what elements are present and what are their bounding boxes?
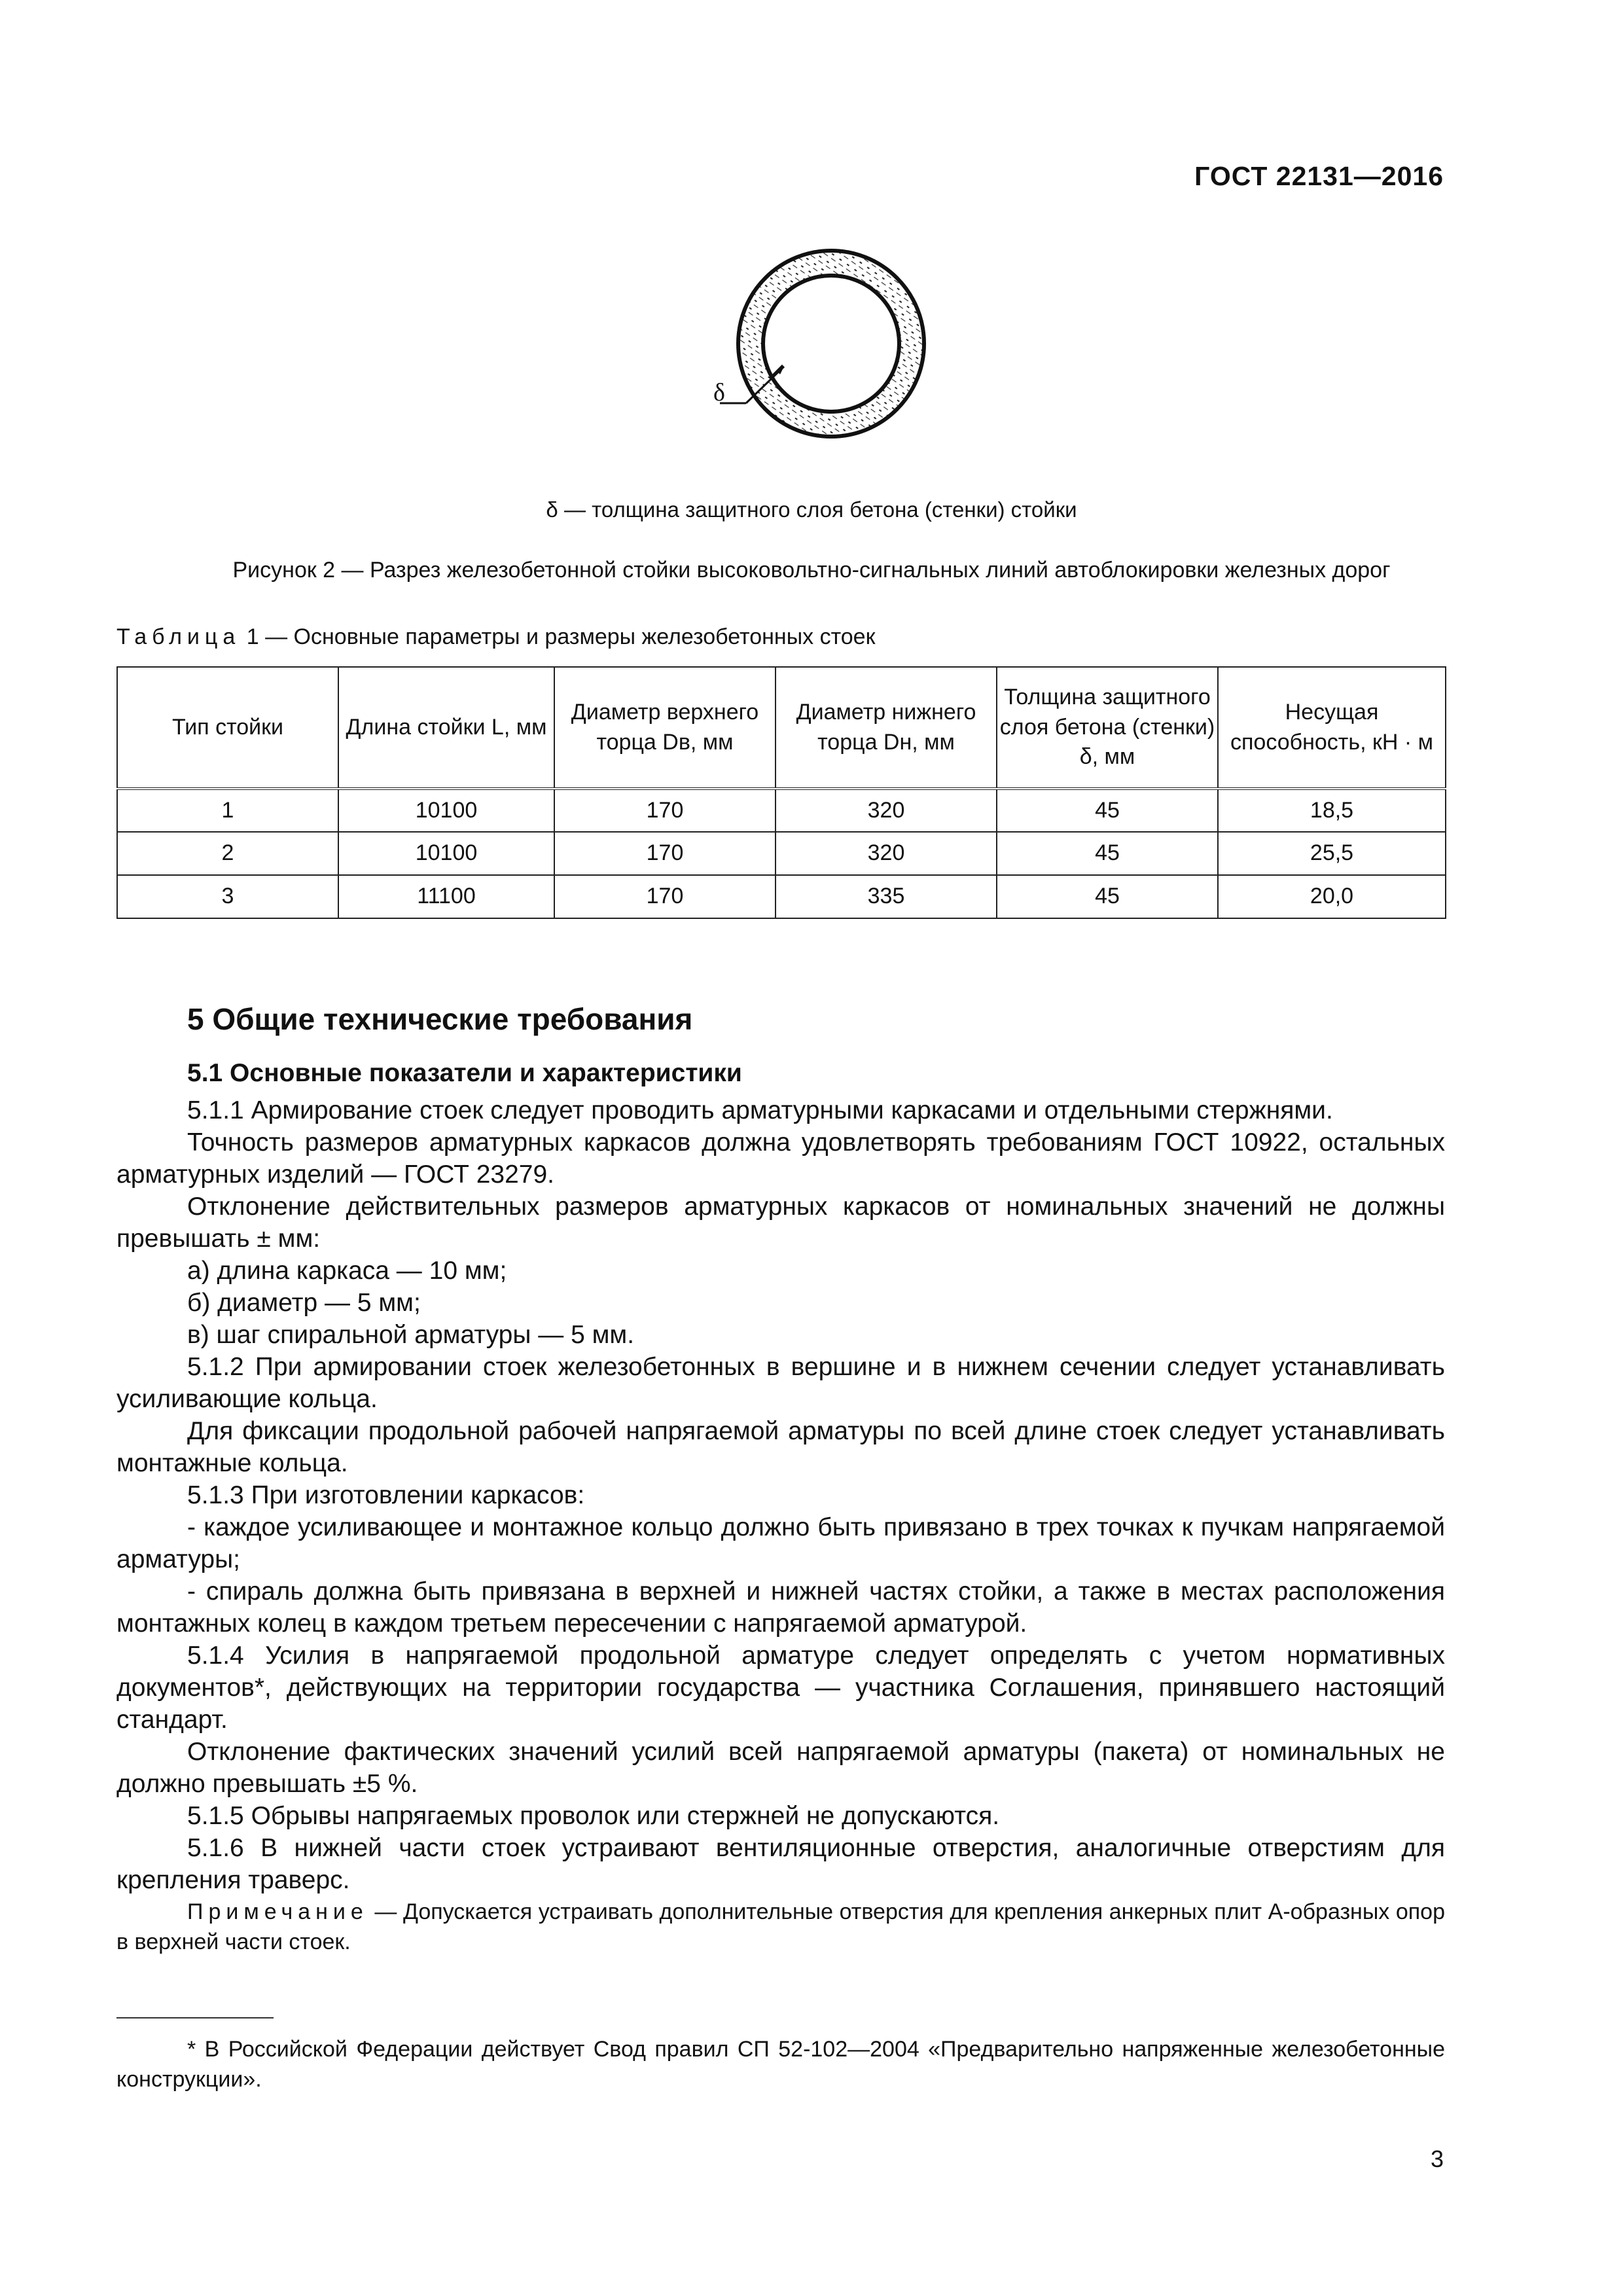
paragraph: 5.1.5 Обрывы напрягаемых проволок или стержней не допускаются. [187,1802,1000,1830]
subsection-title: 5.1 Основные показатели и характеристики [187,1059,742,1087]
footnote: * В Российской Федерации действует Свод правил СП 52-102—2004 «Предварительно напряженные железобетонные конструкции». [116,2037,1445,2092]
note-label: Примечание [187,1899,368,1924]
table-cell: 170 [554,789,776,832]
figure-legend: δ — толщина защитного слоя бетона (стенки) стойки [546,497,1077,522]
pole-cross-section-icon [654,236,929,452]
page-number: 3 [1430,2145,1444,2172]
table-header-cell: Несущая способность, кН · м [1218,667,1446,789]
list-item: б) диаметр — 5 мм; [187,1289,421,1317]
paragraph: Точность размеров арматурных каркасов должна удовлетворять требованиям ГОСТ 10922, остальных арматурных изделий — ГОСТ 23279. [116,1128,1445,1189]
table-cell: 18,5 [1218,789,1446,832]
table-header-cell: Длина стойки L, мм [338,667,554,789]
paragraph: 5.1.6 В нижней части стоек устраивают вентиляционные отверстия, аналогичные отверстиям для крепления траверс. [116,1834,1445,1894]
table-cell: 11100 [338,875,554,918]
parameters-table [116,666,1446,919]
table-cell: 45 [997,832,1218,875]
table-title-rest: 1 — Основные параметры и размеры железобетонных стоек [240,624,876,649]
body-text [116,1094,1445,1896]
table-header-cell: Диаметр верхнего торца Dв, мм [554,667,776,789]
footnote-divider [116,2017,274,2018]
table-header-row [117,667,1446,789]
paragraph: Отклонение действительных размеров арматурных каркасов от номинальных значений не должны превышать ± мм: [116,1193,1445,1253]
paragraph: 5.1.3 При изготовлении каркасов: [187,1481,585,1509]
table-cell: 335 [776,875,997,918]
table-cell: 10100 [338,832,554,875]
paragraph: Для фиксации продольной рабочей напрягаемой арматуры по всей длине стоек следует устанавливать монтажные кольца. [116,1417,1445,1477]
paragraph: 5.1.4 Усилия в напрягаемой продольной арматуре следует определять с учетом нормативных документов*, действующих на территории государства — участника Соглашения, принявшего настоящий стандарт. [116,1641,1445,1734]
table-cell: 25,5 [1218,832,1446,875]
table-cell: 45 [997,875,1218,918]
list-item: - каждое усиливающее и монтажное кольцо должно быть привязано в трех точках к пучкам напрягаемой арматуры; [116,1513,1445,1573]
table-cell: 320 [776,789,997,832]
table-cell: 170 [554,875,776,918]
table-header-cell: Диаметр нижнего торца Dн, мм [776,667,997,789]
table-cell: 20,0 [1218,875,1446,918]
table-cell: 320 [776,832,997,875]
table-title-prefix: Таблица [116,624,241,649]
table-row [117,832,1446,875]
note [116,1897,1445,1957]
list-item: в) шаг спиральной арматуры — 5 мм. [187,1321,635,1349]
note-text: — Допускается устраивать дополнительные отверстия для крепления анкерных плит А-образных опор в верхней части стоек. [116,1899,1445,1954]
table-cell: 170 [554,832,776,875]
table-title [116,624,875,650]
table-header-cell: Толщина защитного слоя бетона (стенки) δ, мм [997,667,1218,789]
table-row [117,875,1446,918]
table-cell: 3 [117,875,338,918]
paragraph: Отклонение фактических значений усилий всей напрягаемой арматуры (пакета) от номинальных не должно превышать ±5 %. [116,1738,1445,1798]
list-item: - спираль должна быть привязана в верхней и нижней частях стойки, а также в местах расположения монтажных колец в каждом третьем пересечении с напрягаемой арматурой. [116,1577,1445,1638]
table-cell: 1 [117,789,338,832]
document-code: ГОСТ 22131—2016 [1194,161,1444,191]
paragraph: 5.1.2 При армировании стоек железобетонных в вершине и в нижнем сечении следует устанавливать усиливающие кольца. [116,1353,1445,1413]
table-cell: 45 [997,789,1218,832]
table-cell: 10100 [338,789,554,832]
delta-label: δ [713,379,725,406]
section-title: 5 Общие технические требования [187,1002,693,1036]
paragraph: 5.1.1 Армирование стоек следует проводить арматурными каркасами и отдельными стержнями. [187,1096,1333,1124]
table-row [117,789,1446,832]
table-header-cell: Тип стойки [117,667,338,789]
list-item: а) длина каркаса — 10 мм; [187,1257,507,1285]
figure-caption: Рисунок 2 — Разрез железобетонной стойки высоковольтно-сигнальных линий автоблокировки железных дорог [232,558,1391,583]
table-cell: 2 [117,832,338,875]
